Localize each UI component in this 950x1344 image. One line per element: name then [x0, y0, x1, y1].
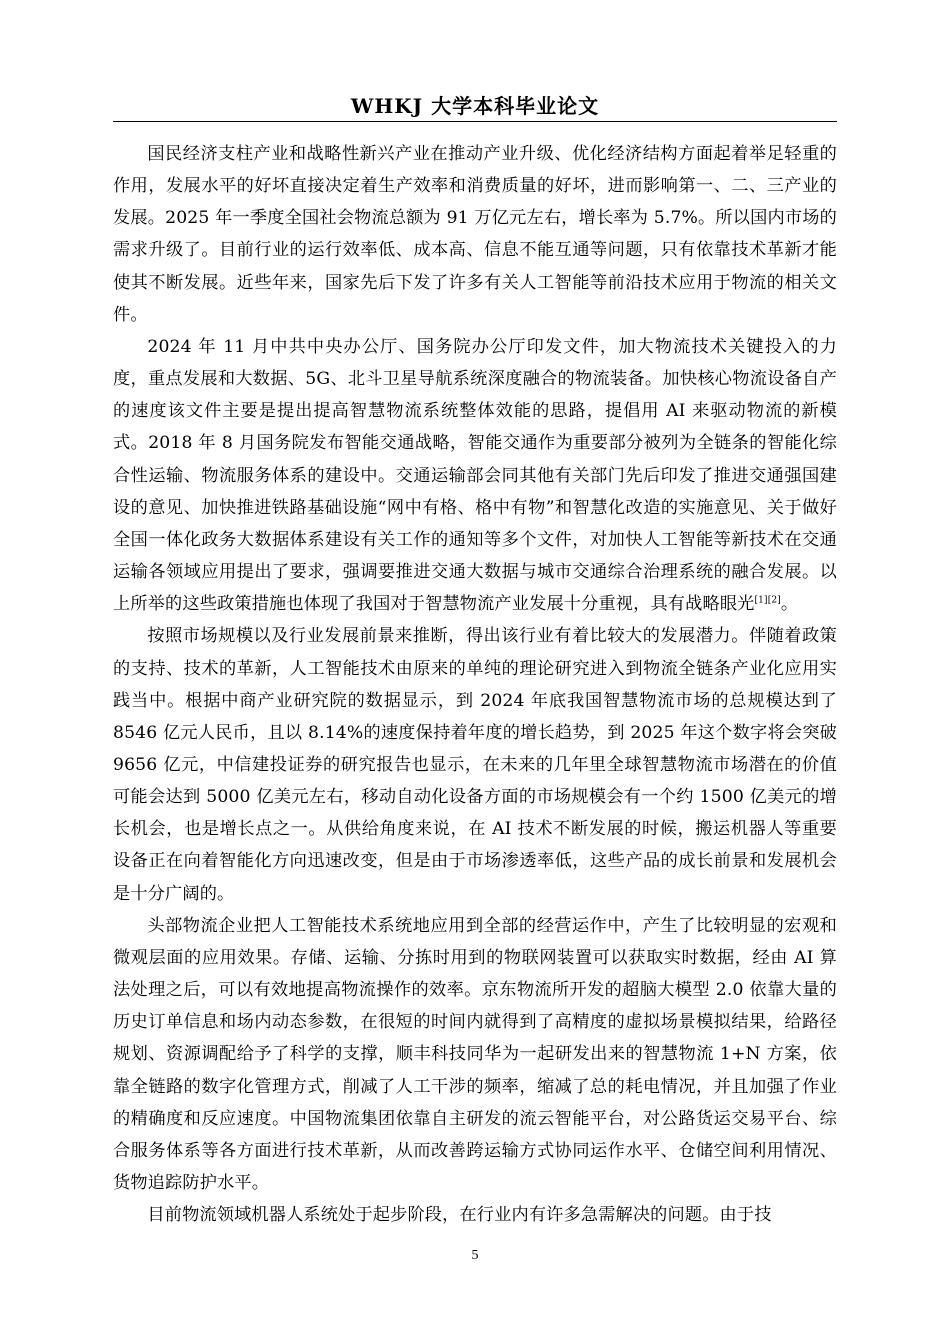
citation-marker: [1][2]: [754, 595, 781, 606]
paragraph-text: 头部物流企业把人工智能技术系统地应用到全部的经营运作中，产生了比较明显的宏观和微观层面的应用效果。存储、运输、分拣时用到的物联网装置可以获取实时数据，经由 AI 算法处理之后，可以有效地提高物流操作的效率。京东物流所开发的超脑大模型 2.0 依靠大量的历史订单信息和场内动态参数，在很短的时间内就得到了高精度的虚拟场景模拟结果，给路径规划、资源调配给予了科学的支撑，顺丰科技同华为一起研发出来的智慧物流 1+N 方案，依靠全链路的数字化管理方式，削减了人工干涉的频率，缩减了总的耗电情况，并且加强了作业的精确度和反应速度。中国物流集团依靠自主研发的流云智能平台，对公路货运交易平台、综合服务体系等各方面进行技术革新，从而改善跨运输方式协同运作水平、仓储空间利用情况、货物追踪防护水平。: [113, 915, 837, 1193]
body-text: [113, 138, 837, 1231]
page-number: 5: [471, 1248, 479, 1263]
paragraph-1: [113, 138, 837, 331]
paragraph-end-punct: 。: [780, 594, 799, 615]
paragraph-5: [113, 1199, 837, 1231]
paragraph-text: 国民经济支柱产业和战略性新兴产业在推动产业升级、优化经济结构方面起着举足轻重的作用，发展水平的好坏直接决定着生产效率和消费质量的好坏，进而影响第一、二、三产业的发展。2025 年一季度全国社会物流总额为 91 万亿元左右，增长率为 5.7%。所以国内市场的需求升级了。目前行业的运行效率低、成本高、信息不能互通等问题，只有依靠技术革新才能使其不断发展。近些年来，国家先后下发了许多有关人工智能等前沿技术应用于物流的相关文件。: [113, 144, 837, 325]
paragraph-text: 目前物流领域机器人系统处于起步阶段，在行业内有许多急需解决的问题。由于技: [147, 1205, 772, 1226]
paragraph-3: [113, 620, 837, 909]
paragraph-4: [113, 910, 837, 1199]
running-header: WHKJ 大学本科毕业论文: [350, 94, 600, 118]
paragraph-text: 按照市场规模以及行业发展前景来推断，得出该行业有着比较大的发展潜力。伴随着政策的支持、技术的革新，人工智能技术由原来的单纯的理论研究进入到物流全链条产业化应用实践当中。根据中商产业研究院的数据显示，到 2024 年底我国智慧物流市场的总规模达到了 8546 亿元人民币，且以 8.14%的速度保持着年度的增长趋势，到 2025 年这个数字将会突破 9656 亿元，中信建投证券的研究报告也显示，在未来的几年里全球智慧物流市场潜在的价值可能会达到 5000 亿美元左右，移动自动化设备方面的市场规模会有一个约 1500 亿美元的增长机会，也是增长点之一。从供给角度来说，在 AI 技术不断发展的时候，搬运机器人等重要设备正在向着智能化方向迅速改变，但是由于市场渗透率低，这些产品的成长前景和发展机会是十分广阔的。: [113, 626, 837, 904]
header-rule: [113, 121, 837, 122]
paragraph-text: 2024 年 11 月中共中央办公厅、国务院办公厅印发文件，加大物流技术关键投入的力度，重点发展和大数据、5G、北斗卫星导航系统深度融合的物流装备。加快核心物流设备自产的速度该文件主要是提出提高智慧物流系统整体效能的思路，提倡用 AI 来驱动物流的新模式。2018 年 8 月国务院发布智能交通战略，智能交通作为重要部分被列为全链条的智能化综合性运输、物流服务体系的建设中。交通运输部会同其他有关部门先后印发了推进交通强国建设的意见、加快推进铁路基础设施“网中有格、格中有物”和智慧化改造的实施意见、关于做好全国一体化政务大数据体系建设有关工作的通知等多个文件，对加快人工智能等新技术在交通运输各领域应用提出了要求，强调要推进交通大数据与城市交通综合治理系统的融合发展。以上所举的这些政策措施也体现了我国对于智慧物流产业发展十分重视，具有战略眼光: [113, 336, 837, 615]
paragraph-2: [113, 331, 837, 620]
